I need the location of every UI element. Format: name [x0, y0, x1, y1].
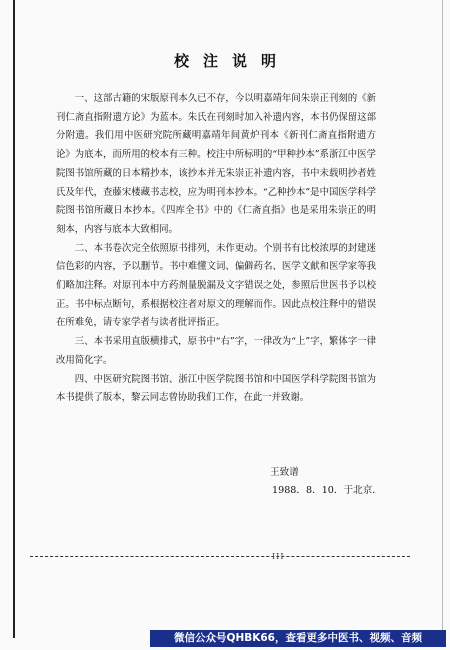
- paragraph-2: 二、本书卷次完全依照原书排列，未作更动。个别书有比校浓厚的封建迷信色彩的内容，予以删节。书中难懂文词、偏僻药名、医学文献和医学家等我们略加注释。对原刊本中方药剂量脱漏及文字错误之处，参照后世医书予以校正。书中标点断句，系根据校注者对原文的理解而作。因此点校注释中的错误在所难免，请专家学者与读者批评指正。: [56, 242, 376, 329]
- signature-block: [270, 464, 382, 500]
- binding-edge-line: [13, 0, 15, 638]
- paragraph-3: 三、本书采用直版横排式，原书中“右”字，一律改为“上”字，繁体字一律改用简化字。: [56, 336, 376, 366]
- signature-date: 1988．8．10．于北京．: [272, 485, 382, 496]
- paragraph-4: 四、中医研究院图书馆、浙江中医学院图书馆和中国医学科学院图书馆为本书提供了版本，黎云同志曾协助我们工作，在此一并致谢。: [56, 373, 376, 404]
- page-edge-line: [442, 0, 443, 630]
- author-name: 王致谱: [270, 467, 299, 478]
- page-number-mark: III: [272, 552, 285, 561]
- body-text: [56, 90, 376, 408]
- watermark-banner: 微信公众号QHBK66，查看更多中医书、视频、音频: [150, 630, 446, 647]
- footer-divider: [30, 556, 410, 557]
- page-title: 校注说明: [173, 52, 290, 70]
- paragraph-1: 一、这部古籍的宋版原刊本久已不存，今以明嘉靖年间朱崇正刊刻的《新刊仁斋直指附遗方论》为蓝本。朱氏在刊刻时加入补遗内容，本书仍保留这部分附遗。我们用中医研究院所藏明嘉靖年间黄炉刊本《新刊仁斋直指附遗方论》为底本，而所用的校本有三种。校注中所标明的“甲种抄本”系浙江中医学院图书馆所藏的日本精抄本，该抄本并无朱崇正补遗内容，书中未载明抄者姓氏及年代，查藤宋楼藏书志校，应为明刊本抄本。“乙种抄本”是中国医学科学院图书馆所藏日本抄本。《四库全书》中的《仁斋直指》也是采用朱崇正的明刻本，内容与底本大致相同。: [56, 93, 376, 235]
